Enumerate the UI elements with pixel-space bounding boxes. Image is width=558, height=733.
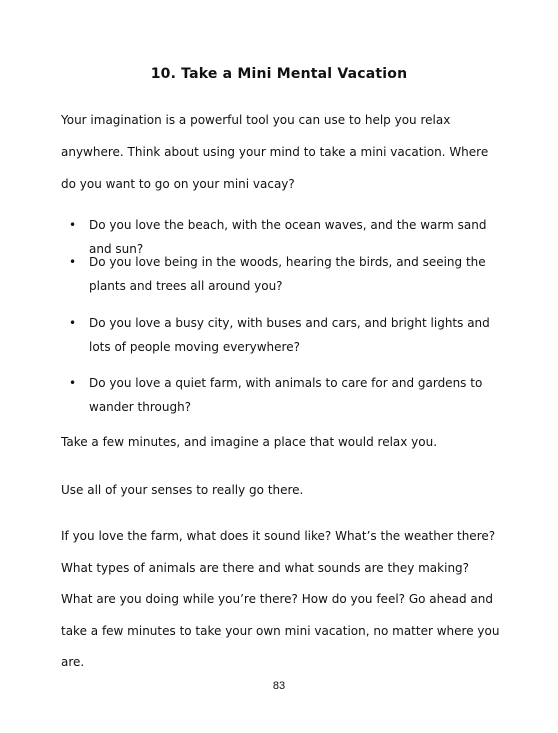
intro-paragraph: Your imagination is a powerful tool you can use to help you relax anywhere. Think about using your mind to take a mini vacation. Where do you want to go on your mini vacay?: [61, 113, 489, 191]
page-number: 83: [272, 680, 286, 692]
use-senses-paragraph: Use all of your senses to really go there.: [61, 483, 304, 497]
bullet-icon: •: [69, 316, 77, 330]
list-item-text: Do you love the beach, with the ocean waves, and the warm sand and sun?: [89, 218, 487, 256]
take-minutes-paragraph: Take a few minutes, and imagine a place that would relax you.: [61, 435, 438, 449]
bullet-icon: •: [69, 218, 77, 232]
list-item-text: Do you love a quiet farm, with animals to care for and gardens to wander through?: [89, 376, 483, 414]
closing-paragraph: If you love the farm, what does it sound like? What’s the weather there? What types of animals are there and what sounds are they making? What are you doing while you’re there? How do you feel? Go ahead and take a few minutes to take your own mini vacation, no matter where you are.: [61, 529, 500, 669]
list-item-text: Do you love a busy city, with buses and cars, and bright lights and lots of people moving everywhere?: [89, 316, 490, 354]
list-item-text: Do you love being in the woods, hearing the birds, and seeing the plants and trees all around you?: [89, 255, 486, 293]
bullet-icon: •: [69, 376, 77, 390]
bullet-icon: •: [69, 255, 77, 269]
section-title: 10. Take a Mini Mental Vacation: [150, 66, 408, 82]
